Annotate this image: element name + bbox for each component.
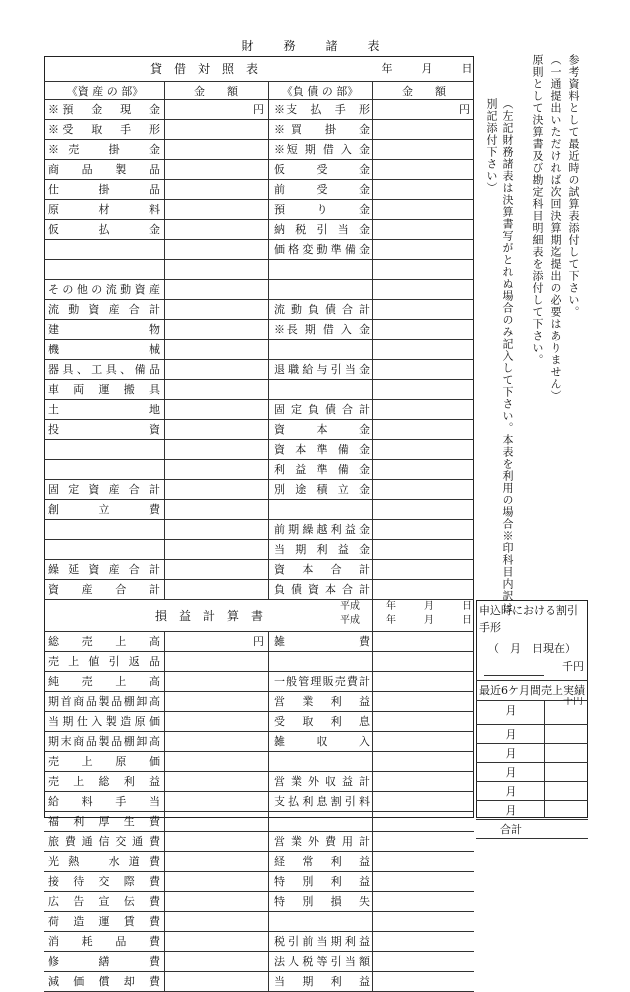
bs-asset-amount[interactable] xyxy=(166,481,262,499)
is-left-amount[interactable] xyxy=(166,833,262,851)
sales-month-label: 月 xyxy=(505,728,517,741)
is-right-label: 当 期 利 益 xyxy=(274,975,370,988)
sales-month-label: 月 xyxy=(505,766,517,779)
is-column-divider xyxy=(164,632,165,992)
bs-asset-amount[interactable] xyxy=(166,561,262,579)
is-title: 損 益 計 算 書 xyxy=(154,609,263,623)
bs-asset-label: 流 動 資 産 合 計 xyxy=(48,303,160,316)
bs-liability-label: 別 途 積 立 金 xyxy=(274,483,370,496)
bs-title: 貸 借 対 照 表 xyxy=(149,62,258,76)
is-left-label: 修 繕 費 xyxy=(48,955,160,968)
bs-liability-amount[interactable] xyxy=(374,141,470,159)
bs-asset-amount[interactable] xyxy=(166,341,262,359)
liabilities-header: 《負 債 の 部》 xyxy=(281,85,359,98)
assets-header: 《資 産 の 部》 xyxy=(66,85,144,98)
is-right-amount[interactable] xyxy=(374,833,470,851)
bs-liability-amount[interactable] xyxy=(374,421,470,439)
bs-liability-amount[interactable] xyxy=(374,341,470,359)
is-date-label: 年 xyxy=(386,615,396,626)
is-right-label xyxy=(274,913,370,931)
is-left-amount[interactable] xyxy=(166,653,262,671)
bs-asset-label: 繰 延 資 産 合 計 xyxy=(48,563,160,576)
bs-asset-label: ※預 金 現 金 xyxy=(48,103,160,116)
is-right-amount[interactable] xyxy=(374,773,470,791)
note-4: （左記財務諸表は決算書写がとれぬ場合のみ記入して下さい。本表を利用の場合※印科目内訳は xyxy=(501,98,514,614)
is-right-amount[interactable] xyxy=(374,673,470,691)
is-right-amount[interactable] xyxy=(374,933,470,951)
sales-month-label: 月 xyxy=(505,804,517,817)
bs-asset-label: 資 産 合 計 xyxy=(48,583,160,596)
is-left-label: 期末商品製品棚卸高 xyxy=(48,735,160,748)
bs-liability-amount[interactable] xyxy=(374,541,470,559)
bs-asset-label: 原 材 料 xyxy=(48,203,160,216)
bs-asset-label: 器具、工具、備品 xyxy=(48,363,160,376)
is-right-label: 営 業 利 益 xyxy=(274,695,370,708)
is-right-amount[interactable] xyxy=(374,653,470,671)
is-date-label: 年 xyxy=(386,601,396,612)
discount-as-of: （ 月 日現在） xyxy=(488,642,576,655)
is-left-label: 光熱 水道費 xyxy=(48,855,160,868)
bs-asset-label: 固 定 資 産 合 計 xyxy=(48,483,160,496)
bs-asset-amount[interactable] xyxy=(166,421,262,439)
is-left-amount[interactable] xyxy=(166,913,262,931)
discount-section-end xyxy=(476,680,588,681)
bs-asset-amount[interactable] xyxy=(166,401,262,419)
bs-liability-label: 前 受 金 xyxy=(274,183,370,196)
bs-liability-amount[interactable] xyxy=(374,281,470,299)
bs-asset-label: ※売 掛 金 xyxy=(48,143,160,156)
bs-asset-label: 商 品 製 品 xyxy=(48,163,160,176)
bs-asset-amount[interactable] xyxy=(166,201,262,219)
bs-liability-label: 前期繰越利益金 xyxy=(274,523,370,536)
bs-asset-amount[interactable] xyxy=(166,121,262,139)
bs-liability-yen: 円 xyxy=(459,103,470,116)
sales-month-label: 月 xyxy=(505,785,517,798)
is-left-label: 給 料 手 当 xyxy=(48,795,160,808)
is-right-label: 特 別 損 失 xyxy=(274,895,370,908)
is-right-amount[interactable] xyxy=(374,853,470,871)
bs-date-label: 年 xyxy=(381,62,393,75)
is-right-amount[interactable] xyxy=(374,913,470,931)
is-left-label: 荷 造 運 賃 費 xyxy=(48,915,160,928)
is-left-amount[interactable] xyxy=(166,673,262,691)
sales-column-divider xyxy=(544,701,545,818)
bs-asset-amount[interactable] xyxy=(166,461,262,479)
is-right-amount[interactable] xyxy=(374,973,470,991)
bs-asset-label: 土 地 xyxy=(48,403,160,416)
sales-amount[interactable] xyxy=(546,763,586,781)
discount-amount-unit: 千円 xyxy=(562,660,584,673)
bs-date-label: 月 xyxy=(421,62,433,75)
sales-title: 最近6ケ月間売上実績 xyxy=(479,684,585,697)
is-date-label: 月 xyxy=(424,615,434,626)
is-left-label: 広 告 宣 伝 費 xyxy=(48,895,160,908)
is-right-amount[interactable] xyxy=(374,633,470,651)
bs-asset-label xyxy=(48,261,160,279)
bs-liability-label: 資 本 金 xyxy=(274,423,370,436)
bs-liability-label: 退職給与引当金 xyxy=(274,363,370,376)
is-era: 平成 xyxy=(340,615,360,626)
note-1: 参考資料として最近時の試算表添付して下さい。 xyxy=(567,54,580,318)
is-left-label: 売 上 値 引 返 品 xyxy=(48,655,160,668)
bs-asset-amount[interactable] xyxy=(166,541,262,559)
bs-asset-label: 機 械 xyxy=(48,343,160,356)
is-left-label: 旅費通信交通費 xyxy=(48,835,160,848)
bs-asset-label: 建 物 xyxy=(48,323,160,336)
is-right-amount[interactable] xyxy=(374,813,470,831)
bs-liability-amount[interactable] xyxy=(374,441,470,459)
bs-asset-amount[interactable] xyxy=(166,361,262,379)
bs-liability-amount[interactable] xyxy=(374,521,470,539)
bs-liability-amount[interactable] xyxy=(374,221,470,239)
bs-liability-amount[interactable] xyxy=(374,501,470,519)
is-right-label: 特 別 利 益 xyxy=(274,875,370,888)
is-right-label: 営業外費用計 xyxy=(274,835,370,848)
bs-liability-amount[interactable] xyxy=(374,481,470,499)
bs-asset-amount[interactable] xyxy=(166,161,262,179)
bs-asset-amount[interactable] xyxy=(166,281,262,299)
bs-liability-label: ※長 期 借 入 金 xyxy=(274,323,370,336)
bs-date-label: 日 xyxy=(461,62,473,75)
is-right-amount[interactable] xyxy=(374,713,470,731)
sales-amount[interactable] xyxy=(546,801,586,819)
is-left-amount[interactable] xyxy=(166,933,262,951)
bs-liability-amount[interactable] xyxy=(374,461,470,479)
bs-asset-label xyxy=(48,461,160,479)
bs-liability-label xyxy=(274,281,370,299)
is-left-label: 当期仕入製造原価 xyxy=(48,715,160,728)
is-column-divider xyxy=(268,632,269,992)
is-left-label: 純 売 上 高 xyxy=(48,675,160,688)
financial-statements-form xyxy=(44,56,474,988)
bs-liability-label xyxy=(274,341,370,359)
bs-liability-amount[interactable] xyxy=(374,241,470,259)
bs-asset-label: 仮 払 金 xyxy=(48,223,160,236)
sales-amount[interactable] xyxy=(546,725,586,743)
bs-liability-label: ※支 払 手 形 xyxy=(274,103,370,116)
is-right-amount[interactable] xyxy=(374,953,470,971)
bs-liability-label: ※短 期 借 入 金 xyxy=(274,143,370,156)
is-right-label: 法人税等引当額 xyxy=(274,955,370,968)
bs-liability-amount[interactable] xyxy=(374,361,470,379)
note-5: 別記添付下さい） xyxy=(485,98,498,194)
bs-liability-label: 納 税 引 当 金 xyxy=(274,223,370,236)
bs-liability-label: 価格変動準備金 xyxy=(274,243,370,256)
bs-asset-amount[interactable] xyxy=(166,221,262,239)
sales-amount[interactable] xyxy=(546,782,586,800)
is-left-amount[interactable] xyxy=(166,813,262,831)
bs-liability-amount[interactable] xyxy=(374,121,470,139)
side-panel xyxy=(476,600,588,836)
is-right-amount[interactable] xyxy=(374,733,470,751)
bs-asset-label: 車 両 運 搬 具 xyxy=(48,383,160,396)
note-3: 原則として決算書及び勘定科目明細表を添付して下さい。 xyxy=(531,54,544,366)
is-right-label: 支払利息割引料 xyxy=(274,795,370,808)
assets-amount-header: 金 額 xyxy=(194,85,238,98)
is-date-label: 月 xyxy=(424,601,434,612)
is-column-divider xyxy=(372,632,373,992)
is-right-amount[interactable] xyxy=(374,893,470,911)
bs-asset-amount[interactable] xyxy=(166,181,262,199)
bs-asset-label xyxy=(48,521,160,539)
is-left-label: 売 上 総 利 益 xyxy=(48,775,160,788)
is-left-label: 消 耗 品 費 xyxy=(48,935,160,948)
bs-asset-label xyxy=(48,441,160,459)
bs-liability-label: 流 動 負 債 合 計 xyxy=(274,303,370,316)
bs-liability-label xyxy=(274,501,370,519)
bs-liability-label xyxy=(274,261,370,279)
is-left-amount[interactable] xyxy=(166,953,262,971)
is-left-label: 福 利 厚 生 費 xyxy=(48,815,160,828)
is-left-label: 総 売 上 高 xyxy=(48,635,160,648)
bs-asset-amount[interactable] xyxy=(166,521,262,539)
bs-asset-label xyxy=(48,241,160,259)
is-era: 平成 xyxy=(340,601,360,612)
bs-liability-label: 利 益 準 備 金 xyxy=(274,463,370,476)
bs-liability-label: 預 り 金 xyxy=(274,203,370,216)
bs-liability-amount[interactable] xyxy=(374,561,470,579)
bs-asset-yen: 円 xyxy=(253,103,264,116)
is-right-amount[interactable] xyxy=(374,693,470,711)
is-left-amount[interactable] xyxy=(166,753,262,771)
is-right-amount[interactable] xyxy=(374,793,470,811)
is-left-amount[interactable] xyxy=(166,973,262,991)
is-left-label: 接 待 交 際 費 xyxy=(48,875,160,888)
is-header-divider xyxy=(372,600,373,632)
bs-liability-amount[interactable] xyxy=(374,401,470,419)
bs-liability-label: 仮 受 金 xyxy=(274,163,370,176)
is-right-label xyxy=(274,813,370,831)
is-right-label: 経 常 利 益 xyxy=(274,855,370,868)
bs-asset-label: その他の流動資産 xyxy=(48,283,160,296)
is-left-label: 期首商品製品棚卸高 xyxy=(48,695,160,708)
liabilities-amount-header: 金 額 xyxy=(402,85,446,98)
bs-column-divider xyxy=(164,82,165,600)
sales-month-label: 合計 xyxy=(500,823,522,836)
is-right-label: 雑 収 入 xyxy=(274,735,370,748)
bs-liability-amount[interactable] xyxy=(374,201,470,219)
bs-liability-label: 資 本 準 備 金 xyxy=(274,443,370,456)
is-left-amount[interactable] xyxy=(166,893,262,911)
page-title: 財 務 諸 表 xyxy=(241,39,389,53)
bs-asset-label xyxy=(48,541,160,559)
sales-unit: 千円 xyxy=(563,697,583,707)
bs-asset-amount[interactable] xyxy=(166,241,262,259)
bs-liability-label: 資 本 合 計 xyxy=(274,563,370,576)
is-left-label: 減 価 償 却 費 xyxy=(48,975,160,988)
bs-liability-label xyxy=(274,381,370,399)
is-left-yen: 円 xyxy=(253,635,264,648)
is-right-label xyxy=(274,653,370,671)
bs-column-divider xyxy=(372,82,373,600)
is-left-amount[interactable] xyxy=(166,773,262,791)
is-right-amount[interactable] xyxy=(374,753,470,771)
bs-liability-amount[interactable] xyxy=(374,161,470,179)
bs-liability-amount[interactable] xyxy=(374,301,470,319)
is-left-amount[interactable] xyxy=(166,733,262,751)
bs-liability-amount[interactable] xyxy=(374,581,470,599)
bs-asset-label: 投 資 xyxy=(48,423,160,436)
is-right-label: 税引前当期利益 xyxy=(274,935,370,948)
is-left-amount[interactable] xyxy=(166,713,262,731)
bs-liability-amount[interactable] xyxy=(374,261,470,279)
bs-liability-label: 固 定 負 債 合 計 xyxy=(274,403,370,416)
is-right-label xyxy=(274,753,370,771)
sales-amount[interactable] xyxy=(546,820,586,838)
bs-asset-amount[interactable] xyxy=(166,321,262,339)
bs-asset-label: ※受 取 手 形 xyxy=(48,123,160,136)
note-2: （一通提出いただければ次回決算期迄提出の必要はありません） xyxy=(549,54,562,402)
sales-amount[interactable] xyxy=(546,744,586,762)
bs-asset-amount[interactable] xyxy=(166,141,262,159)
bs-liability-label: 負債資本合計 xyxy=(274,583,370,596)
sales-month-label: 月 xyxy=(505,747,517,760)
is-right-amount[interactable] xyxy=(374,873,470,891)
bs-asset-amount[interactable] xyxy=(166,381,262,399)
bs-liability-amount[interactable] xyxy=(374,381,470,399)
is-date-label: 日 xyxy=(462,615,472,626)
is-left-amount[interactable] xyxy=(166,853,262,871)
bs-asset-amount[interactable] xyxy=(166,501,262,519)
sales-month-label: 月 xyxy=(505,704,517,717)
bs-liability-label: ※買 掛 金 xyxy=(274,123,370,136)
bs-asset-amount[interactable] xyxy=(166,261,262,279)
bs-column-divider xyxy=(268,82,269,600)
is-right-label: 一般管理販売費計 xyxy=(274,675,370,688)
is-right-label: 受 取 利 息 xyxy=(274,715,370,728)
discount-underline xyxy=(484,658,544,676)
bs-asset-label: 創 立 費 xyxy=(48,503,160,516)
is-left-amount[interactable] xyxy=(166,793,262,811)
discount-title: 申込時における割引手形 xyxy=(479,604,578,634)
bs-asset-label: 仕 掛 品 xyxy=(48,183,160,196)
is-right-label: 営業外収益計 xyxy=(274,775,370,788)
is-date-label: 日 xyxy=(462,601,472,612)
bs-asset-amount[interactable] xyxy=(166,441,262,459)
bs-asset-amount[interactable] xyxy=(166,581,262,599)
is-left-label: 売 上 原 価 xyxy=(48,755,160,768)
is-right-label: 雑 費 xyxy=(274,635,370,648)
bs-liability-amount[interactable] xyxy=(374,321,470,339)
bs-asset-amount[interactable] xyxy=(166,301,262,319)
bs-liability-amount[interactable] xyxy=(374,181,470,199)
is-left-amount[interactable] xyxy=(166,873,262,891)
is-left-amount[interactable] xyxy=(166,693,262,711)
bs-liability-label: 当 期 利 益 金 xyxy=(274,543,370,556)
